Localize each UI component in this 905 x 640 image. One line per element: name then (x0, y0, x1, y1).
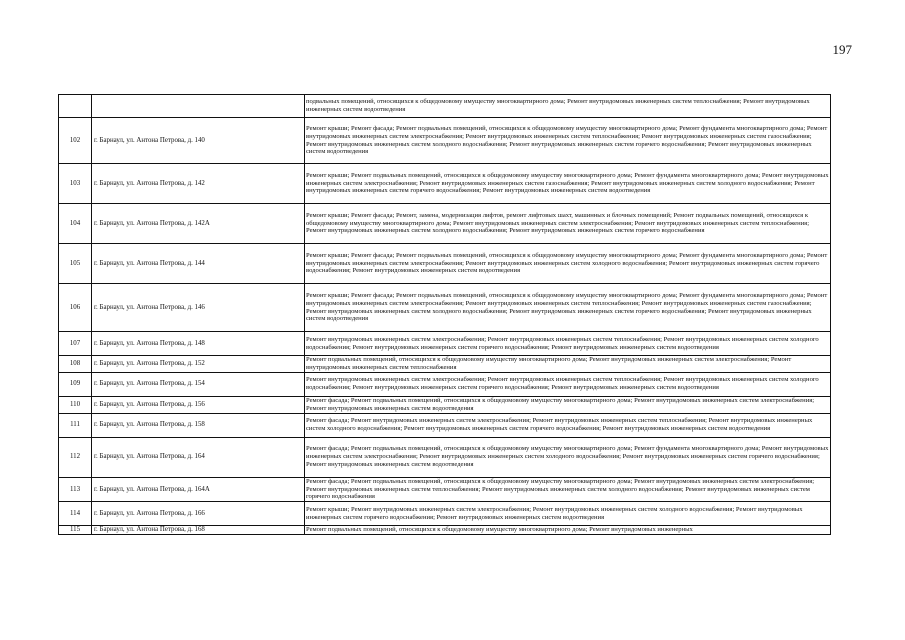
table-row (59, 477, 831, 502)
row-number-cell: 111 (59, 413, 92, 437)
table-row (59, 372, 831, 396)
row-number-cell: 105 (59, 244, 92, 284)
row-number-cell: 103 (59, 164, 92, 204)
row-number-cell: 114 (59, 502, 92, 526)
table-row (59, 244, 831, 284)
address-cell: г. Барнаул, ул. Антона Петрова, д. 166 (92, 502, 305, 526)
address-cell: г. Барнаул, ул. Антона Петрова, д. 158 (92, 413, 305, 437)
works-cell: подвальных помещений, относящихся к общедомовому имуществу многоквартирного дома; Ремонт внутридомовых инженерных систем теплоснабжения; Ремонт внутридомовых инженерных систем водоотведения (305, 95, 831, 118)
works-cell: Ремонт подвальных помещений, относящихся к общедомовому имуществу многоквартирного дома; Ремонт внутридомовых инженерных систем электроснабжения; Ремонт внутридомовых инженерных систем теплоснабжения (305, 356, 831, 373)
table-row (59, 164, 831, 204)
works-cell: Ремонт крыши; Ремонт фасада; Ремонт, замена, модернизация лифтов, ремонт лифтовых шахт, машинных и блочных помещений; Ремонт подвальных помещений, относящихся к общедомовому имуществу многоквартирного дома; Ремонт внутридомовых инженерных систем электроснабжения; Ремонт внутридомовых инженерных систем теплоснабжения; Ремонт внутридомовых инженерных систем холодного водоснабжения; Ремонт внутридомовых инженерных систем горячего водоснабжения (305, 204, 831, 244)
table-row (59, 284, 831, 332)
row-number-cell: 112 (59, 437, 92, 477)
works-cell: Ремонт фасада; Ремонт подвальных помещений, относящихся к общедомовому имуществу многоквартирного дома; Ремонт внутридомовых инженерных систем электроснабжения; Ремонт внутридомовых инженерных систем водоотведения (305, 396, 831, 413)
address-cell: г. Барнаул, ул. Антона Петрова, д. 152 (92, 356, 305, 373)
address-cell: г. Барнаул, ул. Антона Петрова, д. 142А (92, 204, 305, 244)
repair-program-table (58, 94, 831, 535)
row-number-cell: 113 (59, 477, 92, 502)
works-cell: Ремонт крыши; Ремонт фасада; Ремонт подвальных помещений, относящихся к общедомовому имуществу многоквартирного дома; Ремонт фундамента многоквартирного дома; Ремонт внутридомовых инженерных систем электроснабжения; Ремонт внутридомовых инженерных систем теплоснабжения; Ремонт внутридомовых инженерных систем газоснабжения; Ремонт внутридомовых инженерных систем холодного водоснабжения; Ремонт внутридомовых инженерных систем горячего водоснабжения; Ремонт внутридомовых инженерных систем водоотведения (305, 118, 831, 164)
address-cell: г. Барнаул, ул. Антона Петрова, д. 146 (92, 284, 305, 332)
address-cell: г. Барнаул, ул. Антона Петрова, д. 164А (92, 477, 305, 502)
table-body (59, 95, 831, 535)
works-cell: Ремонт фасада; Ремонт подвальных помещений, относящихся к общедомовому имуществу многоквартирного дома; Ремонт фундамента многоквартирного дома; Ремонт внутридомовых инженерных систем электроснабжения; Ремонт внутридомовых инженерных систем холодного водоснабжения; Ремонт внутридомовых инженерных систем горячего водоснабжения; Ремонт внутридомовых инженерных систем водоотведения (305, 437, 831, 477)
row-number-cell (59, 95, 92, 118)
row-number-cell: 115 (59, 526, 92, 535)
address-cell: г. Барнаул, ул. Антона Петрова, д. 142 (92, 164, 305, 204)
table-row (59, 204, 831, 244)
table-row (59, 356, 831, 373)
address-cell: г. Барнаул, ул. Антона Петрова, д. 140 (92, 118, 305, 164)
table-row (59, 437, 831, 477)
address-cell: г. Барнаул, ул. Антона Петрова, д. 148 (92, 332, 305, 356)
address-cell: г. Барнаул, ул. Антона Петрова, д. 156 (92, 396, 305, 413)
row-number-cell: 102 (59, 118, 92, 164)
address-cell: г. Барнаул, ул. Антона Петрова, д. 154 (92, 372, 305, 396)
address-cell: г. Барнаул, ул. Антона Петрова, д. 168 (92, 526, 305, 535)
works-cell: Ремонт фасада; Ремонт внутридомовых инженерных систем электроснабжения; Ремонт внутридомовых инженерных систем теплоснабжения; Ремонт внутридомовых инженерных систем холодного водоснабжения; Ремонт внутридомовых инженерных систем горячего водоснабжения; Ремонт внутридомовых инженерных систем водоотведения (305, 413, 831, 437)
table-row (59, 526, 831, 535)
row-number-cell: 106 (59, 284, 92, 332)
table-row (59, 95, 831, 118)
works-cell: Ремонт фасада; Ремонт подвальных помещений, относящихся к общедомовому имуществу многоквартирного дома; Ремонт внутридомовых инженерных систем электроснабжения; Ремонт внутридомовых инженерных систем теплоснабжения; Ремонт внутридомовых инженерных систем холодного водоснабжения; Ремонт внутридомовых инженерных систем горячего водоснабжения (305, 477, 831, 502)
works-cell: Ремонт крыши; Ремонт фасада; Ремонт подвальных помещений, относящихся к общедомовому имуществу многоквартирного дома; Ремонт фундамента многоквартирного дома; Ремонт внутридомовых инженерных систем электроснабжения; Ремонт внутридомовых инженерных систем холодного водоснабжения; Ремонт внутридомовых инженерных систем горячего водоснабжения; Ремонт внутридомовых инженерных систем водоотведения (305, 244, 831, 284)
row-number-cell: 108 (59, 356, 92, 373)
row-number-cell: 107 (59, 332, 92, 356)
address-cell: г. Барнаул, ул. Антона Петрова, д. 164 (92, 437, 305, 477)
works-cell: Ремонт внутридомовых инженерных систем электроснабжения; Ремонт внутридомовых инженерных систем теплоснабжения; Ремонт внутридомовых инженерных систем холодного водоснабжения; Ремонт внутридомовых инженерных систем горячего водоснабжения; Ремонт внутридомовых инженерных систем водоотведения (305, 372, 831, 396)
table-row (59, 332, 831, 356)
works-cell: Ремонт подвальных помещений, относящихся к общедомовому имуществу многоквартирного дома; Ремонт внутридомовых инженерных (305, 526, 831, 535)
row-number-cell: 109 (59, 372, 92, 396)
row-number-cell: 110 (59, 396, 92, 413)
row-number-cell: 104 (59, 204, 92, 244)
address-cell (92, 95, 305, 118)
works-cell: Ремонт крыши; Ремонт подвальных помещений, относящихся к общедомовому имуществу многоквартирного дома; Ремонт фундамента многоквартирного дома; Ремонт внутридомовых инженерных систем электроснабжения; Ремонт внутридомовых инженерных систем газоснабжения; Ремонт внутридомовых инженерных систем холодного водоснабжения; Ремонт внутридомовых инженерных систем горячего водоснабжения; Ремонт внутридомовых инженерных систем водоотведения (305, 164, 831, 204)
works-cell: Ремонт внутридомовых инженерных систем электроснабжения; Ремонт внутридомовых инженерных систем теплоснабжения; Ремонт внутридомовых инженерных систем холодного водоснабжения; Ремонт внутридомовых инженерных систем горячего водоснабжения; Ремонт внутридомовых инженерных систем водоотведения (305, 332, 831, 356)
table-row (59, 118, 831, 164)
table-row (59, 413, 831, 437)
table-row (59, 502, 831, 526)
table-row (59, 396, 831, 413)
page-number: 197 (832, 42, 852, 57)
works-cell: Ремонт крыши; Ремонт фасада; Ремонт подвальных помещений, относящихся к общедомовому имуществу многоквартирного дома; Ремонт фундамента многоквартирного дома; Ремонт внутридомовых инженерных систем электроснабжения; Ремонт внутридомовых инженерных систем теплоснабжения; Ремонт внутридомовых инженерных систем газоснабжения; Ремонт внутридомовых инженерных систем холодного водоснабжения; Ремонт внутридомовых инженерных систем горячего водоснабжения; Ремонт внутридомовых инженерных систем водоотведения (305, 284, 831, 332)
address-cell: г. Барнаул, ул. Антона Петрова, д. 144 (92, 244, 305, 284)
works-cell: Ремонт крыши; Ремонт внутридомовых инженерных систем электроснабжения; Ремонт внутридомовых инженерных систем холодного водоснабжения; Ремонт внутридомовых инженерных систем горячего водоснабжения; Ремонт внутридомовых инженерных систем водоотведения (305, 502, 831, 526)
